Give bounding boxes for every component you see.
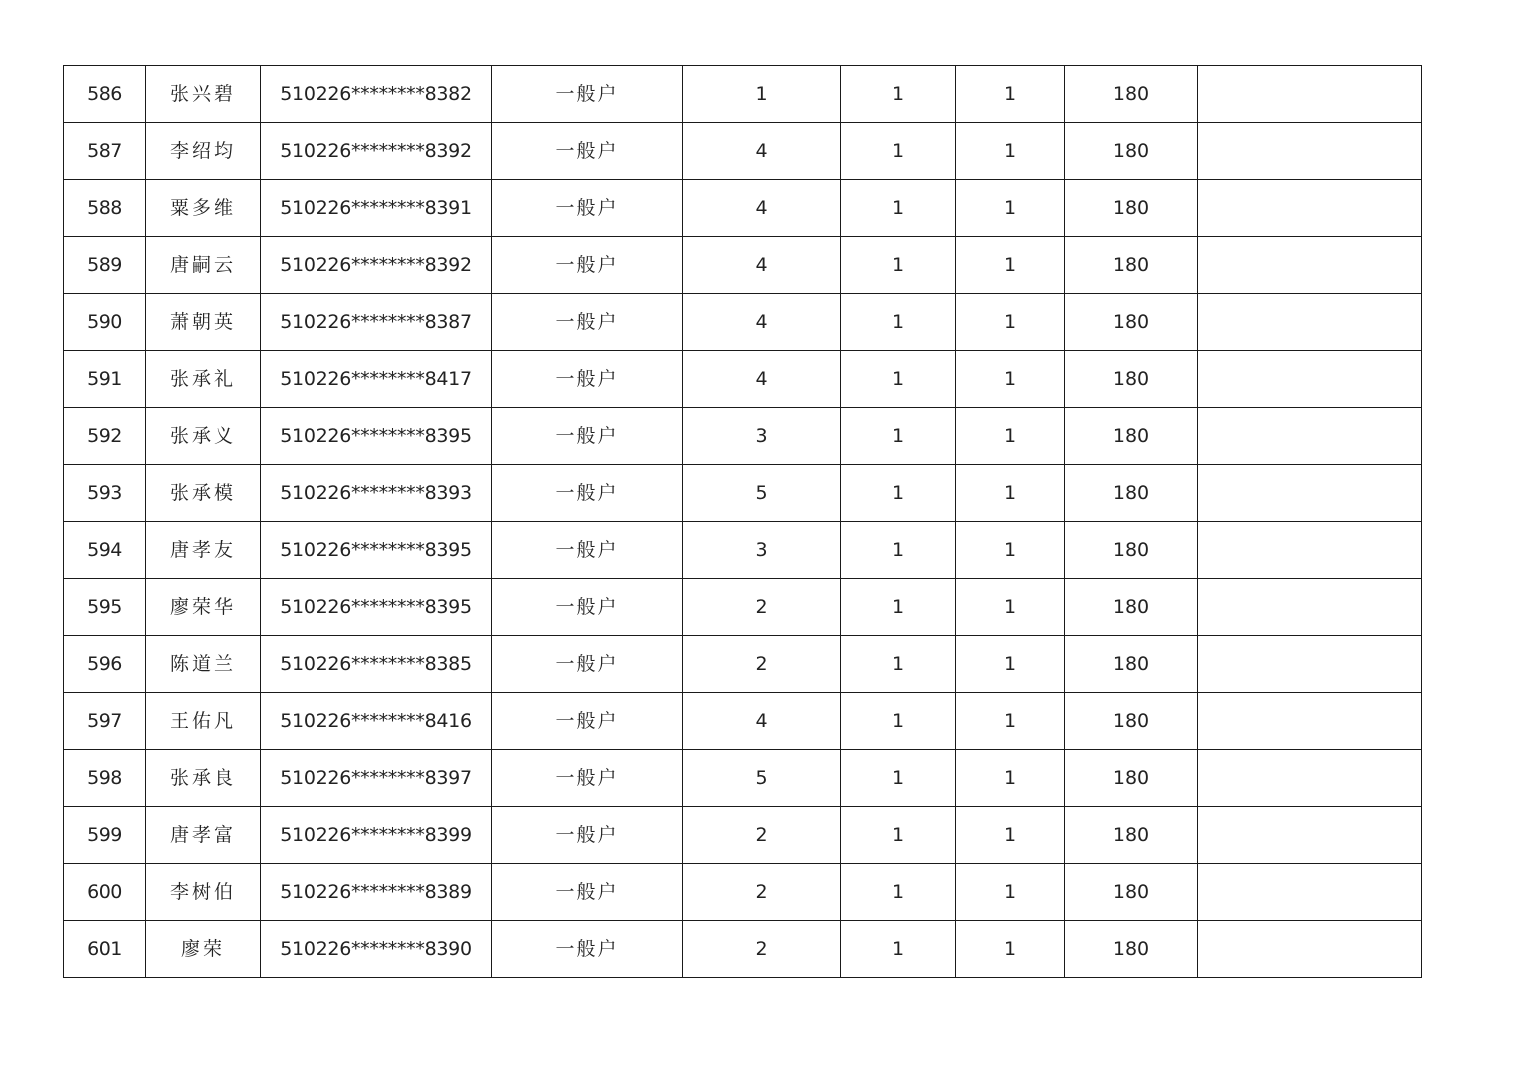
count-cell-b-cell: 1 xyxy=(956,408,1065,465)
amount-cell: 180 xyxy=(1065,66,1198,123)
row-number-cell: 592 xyxy=(64,408,146,465)
count-cell-b-cell: 1 xyxy=(956,693,1065,750)
table-row xyxy=(64,693,1422,750)
note-cell xyxy=(1198,237,1422,294)
row-number-cell: 598 xyxy=(64,750,146,807)
household-type-cell: 一般户 xyxy=(492,180,683,237)
row-number-cell: 588 xyxy=(64,180,146,237)
table-row xyxy=(64,864,1422,921)
household-type-cell: 一般户 xyxy=(492,123,683,180)
table-row xyxy=(64,180,1422,237)
amount-cell: 180 xyxy=(1065,294,1198,351)
count-cell-a-cell: 1 xyxy=(841,921,956,978)
member-count-cell: 2 xyxy=(683,921,841,978)
id-number-cell: 510226********8395 xyxy=(261,579,492,636)
note-cell xyxy=(1198,465,1422,522)
member-count-cell: 5 xyxy=(683,750,841,807)
amount-cell: 180 xyxy=(1065,807,1198,864)
household-name-cell: 李树伯 xyxy=(146,864,261,921)
amount-cell: 180 xyxy=(1065,921,1198,978)
count-cell-a-cell: 1 xyxy=(841,636,956,693)
household-name-cell: 廖荣华 xyxy=(146,579,261,636)
table-row xyxy=(64,123,1422,180)
count-cell-a-cell: 1 xyxy=(841,66,956,123)
id-number-cell: 510226********8392 xyxy=(261,123,492,180)
count-cell-a-cell: 1 xyxy=(841,579,956,636)
member-count-cell: 4 xyxy=(683,237,841,294)
amount-cell: 180 xyxy=(1065,123,1198,180)
id-number-cell: 510226********8390 xyxy=(261,921,492,978)
count-cell-b-cell: 1 xyxy=(956,66,1065,123)
amount-cell: 180 xyxy=(1065,351,1198,408)
household-name-cell: 张承良 xyxy=(146,750,261,807)
household-name-cell: 唐嗣云 xyxy=(146,237,261,294)
count-cell-a-cell: 1 xyxy=(841,408,956,465)
row-number-cell: 597 xyxy=(64,693,146,750)
note-cell xyxy=(1198,579,1422,636)
table-row xyxy=(64,66,1422,123)
household-type-cell: 一般户 xyxy=(492,579,683,636)
table-row xyxy=(64,465,1422,522)
note-cell xyxy=(1198,294,1422,351)
amount-cell: 180 xyxy=(1065,237,1198,294)
note-cell xyxy=(1198,636,1422,693)
id-number-cell: 510226********8382 xyxy=(261,66,492,123)
member-count-cell: 4 xyxy=(683,294,841,351)
table-row xyxy=(64,294,1422,351)
amount-cell: 180 xyxy=(1065,750,1198,807)
household-type-cell: 一般户 xyxy=(492,237,683,294)
note-cell xyxy=(1198,351,1422,408)
household-type-cell: 一般户 xyxy=(492,351,683,408)
member-count-cell: 2 xyxy=(683,579,841,636)
id-number-cell: 510226********8389 xyxy=(261,864,492,921)
row-number-cell: 601 xyxy=(64,921,146,978)
household-type-cell: 一般户 xyxy=(492,636,683,693)
row-number-cell: 589 xyxy=(64,237,146,294)
row-number-cell: 599 xyxy=(64,807,146,864)
amount-cell: 180 xyxy=(1065,864,1198,921)
member-count-cell: 4 xyxy=(683,123,841,180)
note-cell xyxy=(1198,522,1422,579)
table-row xyxy=(64,807,1422,864)
household-name-cell: 粟多维 xyxy=(146,180,261,237)
row-number-cell: 590 xyxy=(64,294,146,351)
household-name-cell: 张承礼 xyxy=(146,351,261,408)
amount-cell: 180 xyxy=(1065,180,1198,237)
amount-cell: 180 xyxy=(1065,579,1198,636)
roster-body xyxy=(64,66,1422,978)
count-cell-b-cell: 1 xyxy=(956,750,1065,807)
id-number-cell: 510226********8387 xyxy=(261,294,492,351)
household-name-cell: 张兴碧 xyxy=(146,66,261,123)
household-type-cell: 一般户 xyxy=(492,522,683,579)
count-cell-a-cell: 1 xyxy=(841,123,956,180)
row-number-cell: 591 xyxy=(64,351,146,408)
household-name-cell: 李绍均 xyxy=(146,123,261,180)
id-number-cell: 510226********8417 xyxy=(261,351,492,408)
note-cell xyxy=(1198,408,1422,465)
member-count-cell: 3 xyxy=(683,408,841,465)
amount-cell: 180 xyxy=(1065,693,1198,750)
household-name-cell: 张承义 xyxy=(146,408,261,465)
note-cell xyxy=(1198,66,1422,123)
count-cell-b-cell: 1 xyxy=(956,864,1065,921)
table-row xyxy=(64,750,1422,807)
table-row xyxy=(64,579,1422,636)
row-number-cell: 594 xyxy=(64,522,146,579)
id-number-cell: 510226********8385 xyxy=(261,636,492,693)
member-count-cell: 2 xyxy=(683,636,841,693)
household-name-cell: 廖荣 xyxy=(146,921,261,978)
count-cell-b-cell: 1 xyxy=(956,180,1065,237)
household-name-cell: 萧朝英 xyxy=(146,294,261,351)
id-number-cell: 510226********8395 xyxy=(261,408,492,465)
note-cell xyxy=(1198,123,1422,180)
count-cell-b-cell: 1 xyxy=(956,921,1065,978)
row-number-cell: 593 xyxy=(64,465,146,522)
row-number-cell: 600 xyxy=(64,864,146,921)
note-cell xyxy=(1198,807,1422,864)
household-type-cell: 一般户 xyxy=(492,66,683,123)
id-number-cell: 510226********8397 xyxy=(261,750,492,807)
count-cell-b-cell: 1 xyxy=(956,522,1065,579)
note-cell xyxy=(1198,180,1422,237)
count-cell-b-cell: 1 xyxy=(956,636,1065,693)
member-count-cell: 3 xyxy=(683,522,841,579)
count-cell-a-cell: 1 xyxy=(841,807,956,864)
note-cell xyxy=(1198,750,1422,807)
count-cell-b-cell: 1 xyxy=(956,579,1065,636)
id-number-cell: 510226********8391 xyxy=(261,180,492,237)
member-count-cell: 1 xyxy=(683,66,841,123)
count-cell-a-cell: 1 xyxy=(841,294,956,351)
member-count-cell: 4 xyxy=(683,351,841,408)
count-cell-a-cell: 1 xyxy=(841,237,956,294)
note-cell xyxy=(1198,693,1422,750)
count-cell-b-cell: 1 xyxy=(956,807,1065,864)
table-row xyxy=(64,921,1422,978)
count-cell-a-cell: 1 xyxy=(841,864,956,921)
count-cell-b-cell: 1 xyxy=(956,465,1065,522)
member-count-cell: 2 xyxy=(683,864,841,921)
household-name-cell: 王佑凡 xyxy=(146,693,261,750)
member-count-cell: 2 xyxy=(683,807,841,864)
member-count-cell: 5 xyxy=(683,465,841,522)
amount-cell: 180 xyxy=(1065,465,1198,522)
id-number-cell: 510226********8392 xyxy=(261,237,492,294)
amount-cell: 180 xyxy=(1065,636,1198,693)
household-type-cell: 一般户 xyxy=(492,807,683,864)
household-name-cell: 陈道兰 xyxy=(146,636,261,693)
count-cell-a-cell: 1 xyxy=(841,465,956,522)
table-row xyxy=(64,408,1422,465)
row-number-cell: 596 xyxy=(64,636,146,693)
household-name-cell: 唐孝富 xyxy=(146,807,261,864)
amount-cell: 180 xyxy=(1065,522,1198,579)
row-number-cell: 587 xyxy=(64,123,146,180)
household-type-cell: 一般户 xyxy=(492,408,683,465)
id-number-cell: 510226********8395 xyxy=(261,522,492,579)
amount-cell: 180 xyxy=(1065,408,1198,465)
household-name-cell: 张承模 xyxy=(146,465,261,522)
household-type-cell: 一般户 xyxy=(492,465,683,522)
household-type-cell: 一般户 xyxy=(492,693,683,750)
table-row xyxy=(64,237,1422,294)
household-type-cell: 一般户 xyxy=(492,294,683,351)
count-cell-a-cell: 1 xyxy=(841,180,956,237)
count-cell-b-cell: 1 xyxy=(956,294,1065,351)
count-cell-a-cell: 1 xyxy=(841,750,956,807)
note-cell xyxy=(1198,864,1422,921)
id-number-cell: 510226********8416 xyxy=(261,693,492,750)
household-type-cell: 一般户 xyxy=(492,921,683,978)
household-type-cell: 一般户 xyxy=(492,864,683,921)
note-cell xyxy=(1198,921,1422,978)
count-cell-a-cell: 1 xyxy=(841,351,956,408)
count-cell-a-cell: 1 xyxy=(841,522,956,579)
table-row xyxy=(64,351,1422,408)
table-row xyxy=(64,636,1422,693)
household-type-cell: 一般户 xyxy=(492,750,683,807)
row-number-cell: 586 xyxy=(64,66,146,123)
table-row xyxy=(64,522,1422,579)
id-number-cell: 510226********8393 xyxy=(261,465,492,522)
member-count-cell: 4 xyxy=(683,180,841,237)
row-number-cell: 595 xyxy=(64,579,146,636)
household-name-cell: 唐孝友 xyxy=(146,522,261,579)
count-cell-a-cell: 1 xyxy=(841,693,956,750)
roster-table xyxy=(63,65,1422,978)
count-cell-b-cell: 1 xyxy=(956,123,1065,180)
member-count-cell: 4 xyxy=(683,693,841,750)
count-cell-b-cell: 1 xyxy=(956,237,1065,294)
count-cell-b-cell: 1 xyxy=(956,351,1065,408)
id-number-cell: 510226********8399 xyxy=(261,807,492,864)
